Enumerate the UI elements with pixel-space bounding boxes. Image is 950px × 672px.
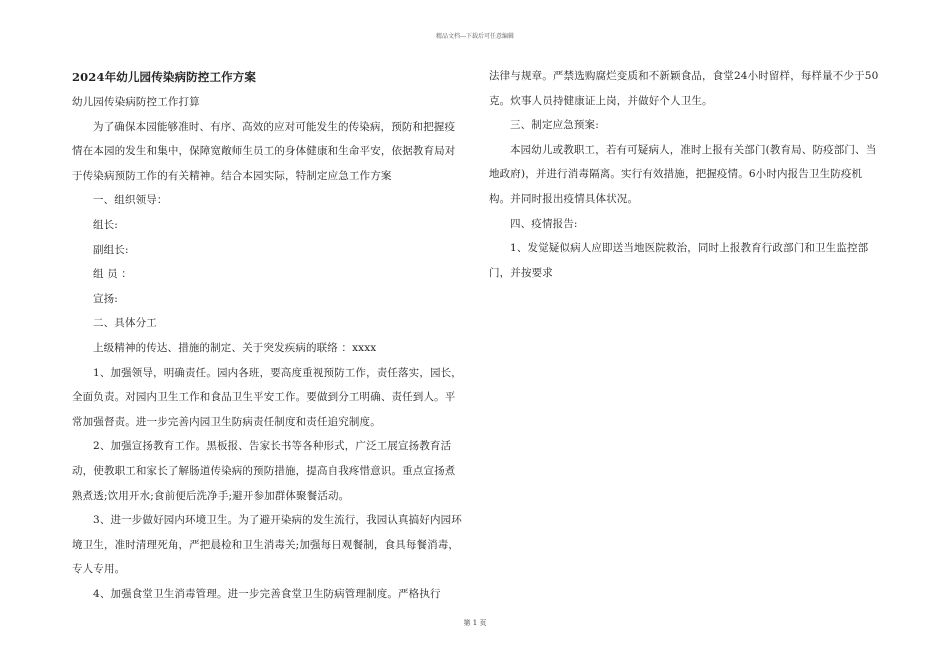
paragraph: 4、加强食堂卫生消毒管理。进一步完善食堂卫生防病管理制度。严格执行	[93, 587, 441, 600]
paragraph: 2、加强宣扬教育工作。黑板报、告家长书等各种形式，广泛工展宣扬教育活动，使教职工和家长了解肠道传染病的预防措施，提高自我疼惜意识。重点宣扬煮熟煮透;饮用开水;食前便后洗净手;避开参加群体聚餐活动。	[72, 440, 456, 502]
paragraph: 3、进一步做好园内环境卫生。为了避开染病的发生流行，我园认真搞好内园环境卫生，准时清理死角，严把晨检和卫生消毒关;加强每日观餐制，食具每餐消毒，专人专用。	[72, 514, 462, 576]
document-title: 2024年幼儿园传染病防控工作方案	[72, 70, 257, 84]
header-note: 精品文档---下载后可任意编辑	[435, 33, 515, 40]
role-line: 组 员 ：	[93, 268, 132, 281]
role-line: 组长:	[93, 218, 118, 231]
paragraph: 法律与规章。严禁选购腐烂变质和不新颖食品，食堂24小时留样，每样量不少于50克。炊事人员持健康证上岗，并做好个人卫生。	[489, 70, 879, 107]
paragraph: 上级精神的传达、措施的制定、关于突发疾病的联络 ：xxxx	[93, 341, 377, 354]
role-line: 副组长:	[93, 243, 129, 256]
paragraph: 本园幼儿或教职工，若有可疑病人，准时上报有关部门(教育局、防疫部门、当地政府)，并进行消毒隔离。实行有效措施，把握疫情。6小时内报告卫生防疫机构。并同时报出疫情具体状况。	[489, 143, 877, 205]
section-heading: 二、具体分工	[93, 317, 157, 330]
right-column	[489, 64, 883, 285]
paragraph: 1、加强领导，明确责任。园内各班，要高度重视预防工作，责任落实，园长，全面负责。对园内卫生工作和食品卫生平安工作。要做到分工明确、责任到人。平常加强督责。进一步完善内园卫生防病责任制度和责任追究制度。	[72, 366, 462, 428]
document-subtitle: 幼儿园传染病防控工作打算	[72, 96, 200, 108]
left-column	[72, 64, 464, 606]
page-number: 第 1 页	[463, 619, 487, 627]
role-line: 宣扬:	[93, 292, 118, 305]
paragraph: 为了确保本园能够准时、有序、高效的应对可能发生的传染病，预防和把握疫情在本园的发生和集中，保障宽敞师生员工的身体健康和生命平安，依据教育局对于传染病预防工作的有关精神。结合本园实际，特制定应急工作方案	[72, 120, 456, 182]
section-heading: 一、组织领导：	[93, 194, 168, 207]
paragraph: 1、发觉疑似病人应即送当地医院救治，同时上报教育行政部门和卫生监控部门，并按要求	[489, 242, 869, 279]
section-heading: 三、制定应急预案:	[510, 119, 599, 132]
section-heading: 四、疫情报告:	[510, 217, 578, 230]
